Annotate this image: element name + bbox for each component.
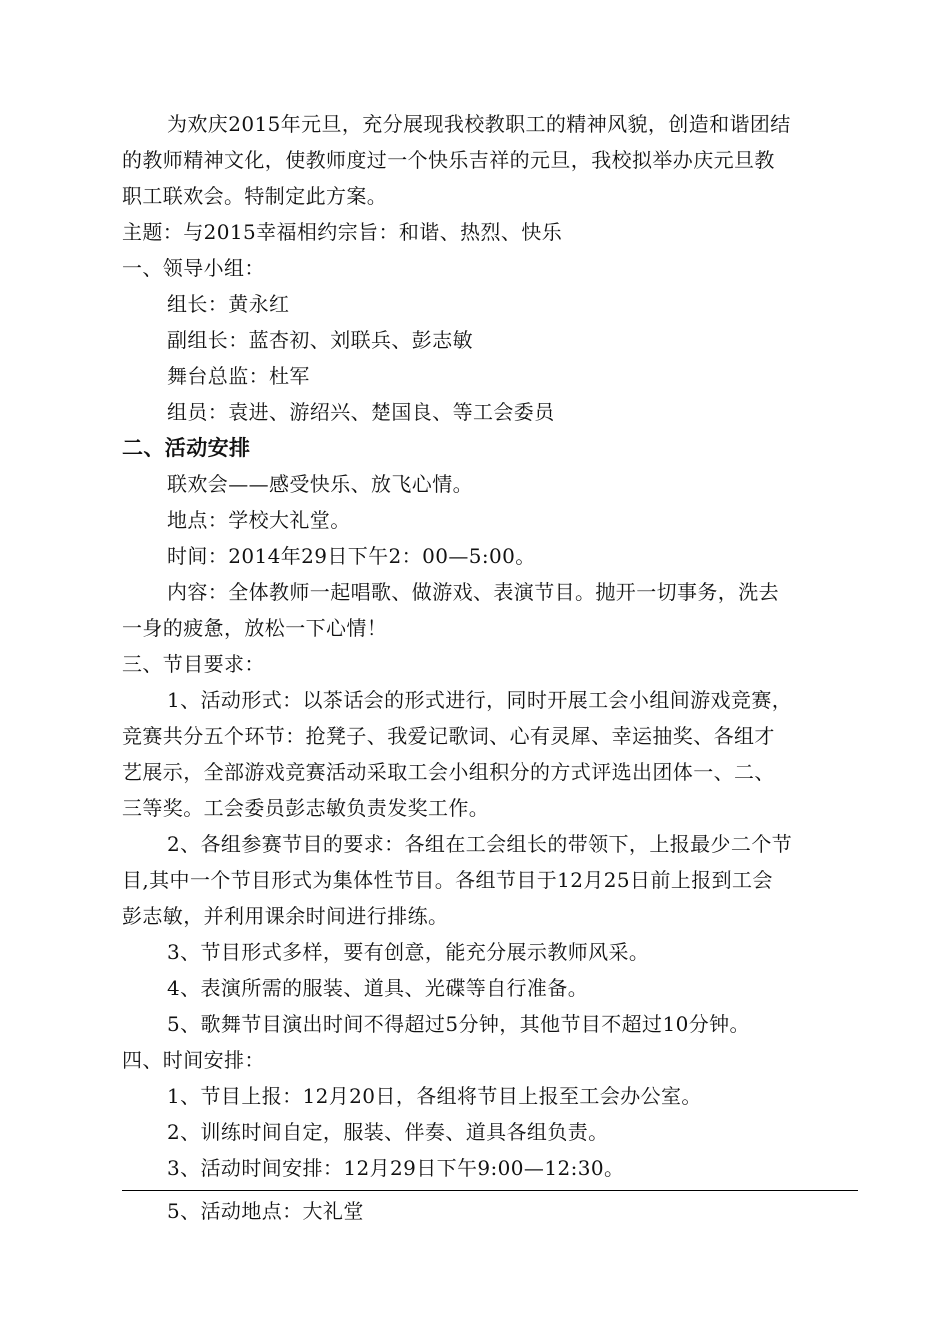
intro-paragraph-line: 的教师精神文化，使教师度过一个快乐吉祥的元旦，我校拟举办庆元旦教 [122,148,775,172]
members-item: 组员：袁进、游绍兴、楚国良、等工会委员 [167,400,555,424]
section-heading-leadership: 一、领导小组： [122,256,265,280]
schedule-item-2: 2、训练时间自定，服装、伴奏、道具各组负责。 [167,1120,609,1144]
requirement-2-line: 目,其中一个节目形式为集体性节目。各组节目于12月25日前上报到工会 [122,868,773,892]
activity-place: 地点：学校大礼堂。 [167,508,351,532]
requirement-2-line: 2、各组参赛节目的要求：各组在工会组长的带领下，上报最少二个节 [167,832,793,856]
requirement-2-line: 彭志敏，并利用课余时间进行排练。 [122,904,449,928]
theme-line: 主题：与2015幸福相约宗旨：和谐、热烈、快乐 [122,220,563,244]
activity-content-line: 内容：全体教师一起唱歌、做游戏、表演节目。抛开一切事务，洗去 [167,580,779,604]
requirement-1-line: 1、活动形式：以茶话会的形式进行，同时开展工会小组间游戏竞赛， [167,688,793,712]
schedule-item-3: 3、活动时间安排：12月29日下午9:00—12:30。 [167,1156,625,1180]
requirement-3: 3、节目形式多样，要有创意，能充分展示教师风采。 [167,940,650,964]
intro-paragraph-line: 职工联欢会。特制定此方案。 [122,184,388,208]
requirement-4: 4、表演所需的服装、道具、光碟等自行准备。 [167,976,589,1000]
stage-director-item: 舞台总监：杜军 [167,364,310,388]
requirement-1-line: 三等奖。工会委员彭志敏负责发奖工作。 [122,796,490,820]
page-divider [122,1190,858,1191]
activity-slogan: 联欢会——感受快乐、放飞心情。 [167,472,473,496]
deputy-leader-item: 副组长：蓝杏初、刘联兵、彭志敏 [167,328,473,352]
leader-item: 组长：黄永红 [167,292,290,316]
activity-content-line: 一身的疲惫，放松一下心情！ [122,616,388,640]
intro-paragraph-line: 为欢庆2015年元旦，充分展现我校教职工的精神风貌，创造和谐团结 [167,112,791,136]
section-heading-activities: 二、活动安排 [122,436,251,460]
requirement-1-line: 艺展示，全部游戏竞赛活动采取工会小组积分的方式评选出团体一、二、 [122,760,775,784]
activity-time: 时间：2014年29日下午2：00—5:00。 [167,544,536,568]
section-heading-schedule: 四、时间安排： [122,1048,265,1072]
document-body [122,106,858,1229]
schedule-item-5: 5、活动地点：大礼堂 [167,1199,364,1223]
requirement-1-line: 竞赛共分五个环节：抢凳子、我爱记歌词、心有灵犀、幸运抽奖、各组才 [122,724,775,748]
section-heading-program-requirements: 三、节目要求： [122,652,265,676]
schedule-item-1: 1、节目上报：12月20日，各组将节目上报至工会办公室。 [167,1084,702,1108]
requirement-5: 5、歌舞节目演出时间不得超过5分钟，其他节目不超过10分钟。 [167,1012,750,1036]
